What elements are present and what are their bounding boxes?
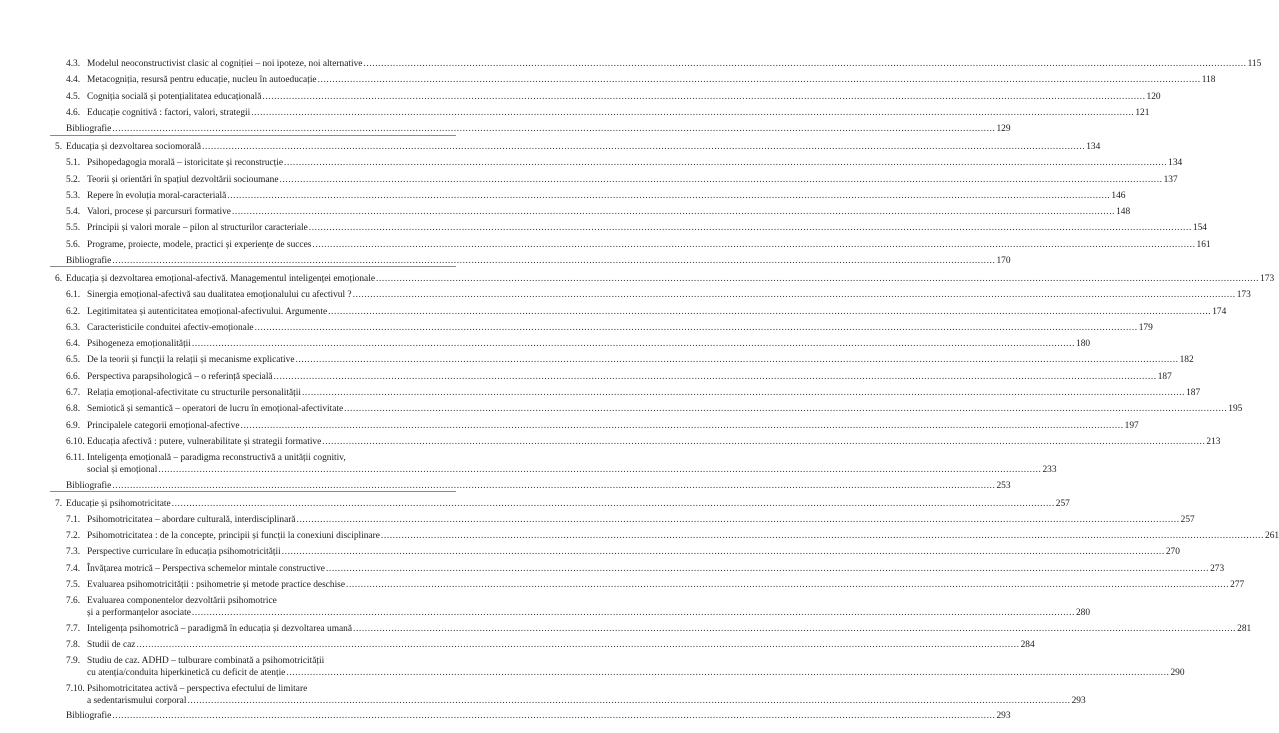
toc-subsection [0,240,1211,255]
toc-entry-line [66,124,1011,134]
toc-page-number: 121 [1135,108,1150,118]
toc-subsection [0,656,1185,685]
toc-entry-line [87,547,1180,557]
dot-leader: ............................................................................................................................................................................................................................................................................................................ [273,372,1157,382]
toc-page-number: 197 [1124,421,1139,431]
toc-entry-title: Relația emoțional-afectivitate cu structurile personalității [87,388,301,398]
toc-entry-line [87,307,1227,317]
dot-leader: ............................................................................................................................................................................................................................................................................................................ [227,191,1111,201]
toc-subsection [0,223,1207,238]
toc-subsection [0,684,1086,713]
dot-leader: ............................................................................................................................................................................................................................................................................................................ [279,175,1163,185]
dot-leader: ............................................................................................................................................................................................................................................................................................................ [158,465,1042,475]
toc-entry-title: Teorii și orientări în spațiul dezvoltării socioumane [87,175,279,185]
toc-chapter [0,499,1070,514]
toc-page-number: 270 [1165,547,1180,557]
toc-subsection [0,372,1172,387]
toc-page-number: 161 [1196,240,1211,250]
toc-entry-line [87,108,1150,118]
section-number: 5.5. [66,223,81,233]
dot-leader: ............................................................................................................................................................................................................................................................................................................ [251,108,1135,118]
dot-leader: ............................................................................................................................................................................................................................................................................................................ [231,207,1116,217]
toc-page-number: 174 [1212,307,1227,317]
toc-page-number: 137 [1163,175,1178,185]
toc-entry-line [87,191,1126,201]
toc-page-number: 146 [1111,191,1126,201]
section-number: 4.4. [66,75,81,85]
toc-entry-line [87,92,1161,102]
section-number: 5.2. [66,175,81,185]
toc-entry-line [87,696,1086,706]
toc-subsection [0,596,1091,625]
section-number: 7.2. [66,531,81,541]
toc-entry-title: Studii de caz [87,640,136,650]
section-number: 5.3. [66,191,81,201]
toc-entry-title: Bibliografie [66,711,112,721]
toc-entry-title: Caracteristicile conduitei afectiv-emoționale [87,323,254,333]
toc-subsection [0,564,1225,579]
toc-page-number: 182 [1179,355,1194,365]
toc-entry-line [66,274,1275,284]
section-number: 6.1. [66,290,81,300]
toc-subsection [0,531,1279,546]
dot-leader: ............................................................................................................................................................................................................................................................................................................ [344,404,1228,414]
toc-entry-line [66,499,1070,509]
section-number: 7.6. [66,596,81,606]
toc-subsection [0,547,1180,562]
section-number: 7.10. [66,684,85,694]
toc-entry-line [87,290,1251,300]
dot-leader: ............................................................................................................................................................................................................................................................................................................ [191,339,1076,349]
toc-page-number: 120 [1146,92,1161,102]
section-number: 5.4. [66,207,81,217]
dot-leader: ............................................................................................................................................................................................................................................................................................................ [312,240,1196,250]
toc-entry-line [87,158,1183,168]
toc-entry-title: Principii și valori morale – pilon al structurilor caracteriale [87,223,308,233]
toc-entry-title: cu atenția/conduita hiperkinetică cu deficit de atenție [87,668,286,678]
toc-entry-line [87,515,1195,525]
toc-entry-title: Cogniția socială și potențialitatea educațională [87,92,262,102]
toc-subsection [0,108,1150,123]
section-number: 6.9. [66,421,81,431]
toc-entry-line [87,668,1185,678]
toc-entry-line [87,223,1207,233]
toc-bibliography [0,124,1011,139]
toc-entry-line [87,388,1201,398]
toc-entry-continuation [0,465,1057,480]
toc-entry-title-first-line: Evaluarea componentelor dezvoltării psihomotrice [87,596,277,606]
toc-entry-line [87,59,1262,69]
chapter-number: 5. [55,142,63,152]
toc-page-number: 115 [1247,59,1262,69]
toc-entry-title: Psihogeneza emoționalității [87,339,191,349]
toc-page-number: 187 [1157,372,1172,382]
toc-entry-title: Învățarea motrică – Perspectiva schemelor mintale constructive [87,564,325,574]
toc-chapter [0,142,1101,157]
toc-page-number: 187 [1186,388,1201,398]
toc-subsection [0,339,1091,354]
toc-subsection [0,307,1227,322]
dot-leader: ............................................................................................................................................................................................................................................................................................................ [254,323,1138,333]
dot-leader: ............................................................................................................................................................................................................................................................................................................ [171,499,1055,509]
toc-entry-continuation [0,608,1091,623]
dot-leader: ............................................................................................................................................................................................................................................................................................................ [308,223,1192,233]
chapter-number: 6. [55,274,63,284]
toc-entry-line [87,323,1153,333]
toc-entry-title: Sinergia emoțional-afectivă sau dualitatea emoționalului cu afectivul ? [87,290,352,300]
toc-subsection [0,355,1194,370]
toc-entry-line [87,640,1035,650]
dot-leader: ............................................................................................................................................................................................................................................................................................................ [353,624,1237,634]
toc-page-number: 280 [1075,608,1091,618]
toc-entry-line [87,465,1057,475]
dot-leader: ............................................................................................................................................................................................................................................................................................................ [284,158,1168,168]
toc-bibliography [0,481,1011,496]
section-number: 4.3. [66,59,81,69]
toc-entry-line [87,207,1131,217]
toc-entry-line [87,339,1091,349]
chapter-number: 7. [55,499,63,509]
toc-subsection [0,580,1245,595]
toc-entry-line [87,564,1225,574]
toc-entry-line [87,372,1172,382]
toc-entry-title: Principalele categorii emoțional-afective [87,421,240,431]
dot-leader: ............................................................................................................................................................................................................................................................................................................ [136,640,1020,650]
toc-entry-title-first-line: Inteligența emoțională – paradigma reconstructivă a unității cognitiv, [87,453,346,463]
toc-entry-title: Programe, proiecte, modele, practici și experiențe de succes [87,240,312,250]
dot-leader: ............................................................................................................................................................................................................................................................................................................ [112,124,996,134]
section-number: 7.5. [66,580,81,590]
toc-page-number: 173 [1236,290,1251,300]
toc-subsection [0,453,1057,482]
dot-leader: ............................................................................................................................................................................................................................................................................................................ [295,355,1179,365]
dot-leader: ............................................................................................................................................................................................................................................................................................................ [262,92,1146,102]
toc-entry-title: Semiotică și semantică – operatori de lucru în emoțional-afectivitate [87,404,344,414]
dot-leader: ............................................................................................................................................................................................................................................................................................................ [191,608,1075,618]
dot-leader: ............................................................................................................................................................................................................................................................................................................ [112,256,996,266]
toc-entry-title: Educația și dezvoltarea emoțional-afectivă. Managementul inteligenței emoționale [66,274,375,284]
section-divider [50,266,456,267]
toc-entry-title: Legitimitatea și autenticitatea emoțional-afectivului. Argumente [87,307,328,317]
toc-entry-line [87,437,1221,447]
toc-page-number: 293 [1071,696,1086,706]
toc-entry-title: Repere în evoluția moral-caracterială [87,191,227,201]
toc-page-number: 170 [996,256,1011,266]
toc-page-number: 129 [996,124,1011,134]
toc-page-number: 284 [1020,640,1035,650]
toc-page-number: 180 [1076,339,1091,349]
dot-leader: ............................................................................................................................................................................................................................................................................................................ [286,668,1170,678]
toc-subsection [0,158,1183,173]
toc-page-number: 290 [1170,668,1185,678]
toc-subsection [0,404,1243,419]
toc-page-number: 293 [996,711,1011,721]
toc-entry-title: Inteligența psihomotrică – paradigmă în educația și dezvoltarea umană [87,624,352,634]
toc-page-number: 261 [1265,531,1279,541]
dot-leader: ............................................................................................................................................................................................................................................................................................................ [328,307,1212,317]
section-number: 6.6. [66,372,81,382]
dot-leader: ............................................................................................................................................................................................................................................................................................................ [281,547,1165,557]
toc-entry-line [87,608,1091,618]
section-number: 6.5. [66,355,81,365]
toc-entry-continuation [0,668,1185,683]
section-number: 7.4. [66,564,81,574]
toc-subsection [0,437,1221,452]
toc-entry-line [87,531,1279,541]
section-number: 7.8. [66,640,81,650]
toc-entry-title: și a performanțelor asociate [87,608,191,618]
toc-subsection [0,92,1161,107]
section-divider [50,135,456,136]
section-number: 6.11. [66,453,85,463]
toc-entry-title: Psihomotricitatea – abordare culturală, interdisciplinară [87,515,296,525]
toc-page-number: 154 [1192,223,1207,233]
toc-page-number: 195 [1228,404,1243,414]
section-number: 7.3. [66,547,81,557]
toc-entry-line [66,256,1011,266]
toc-subsection [0,207,1131,222]
toc-entry-title: Bibliografie [66,481,112,491]
toc-page-number: 257 [1180,515,1195,525]
toc-entry-title: Educația și dezvoltarea sociomorală [66,142,202,152]
dot-leader: ............................................................................................................................................................................................................................................................................................................ [376,274,1260,284]
toc-entry-title: Psihopedagogia morală – istoricitate și reconstrucție [87,158,284,168]
section-divider [50,491,456,492]
toc-page-number: 134 [1086,142,1101,152]
toc-entry-line [87,175,1178,185]
toc-entry-continuation [0,696,1086,711]
dot-leader: ............................................................................................................................................................................................................................................................................................................ [301,388,1186,398]
dot-leader: ............................................................................................................................................................................................................................................................................................................ [317,75,1201,85]
section-number: 7.7. [66,624,81,634]
section-number: 7.9. [66,656,81,666]
toc-subsection [0,175,1178,190]
dot-leader: ............................................................................................................................................................................................................................................................................................................ [352,290,1236,300]
toc-entry-line [87,75,1216,85]
toc-page-number: 118 [1201,75,1216,85]
toc-page-number: 213 [1206,437,1221,447]
section-number: 6.4. [66,339,81,349]
toc-bibliography [0,711,1011,726]
dot-leader: ............................................................................................................................................................................................................................................................................................................ [296,515,1180,525]
toc-entry-line [87,624,1252,634]
toc-page-number: 273 [1210,564,1225,574]
toc-subsection [0,624,1252,639]
dot-leader: ............................................................................................................................................................................................................................................................................................................ [363,59,1247,69]
section-number: 6.2. [66,307,81,317]
dot-leader: ............................................................................................................................................................................................................................................................................................................ [112,711,996,721]
toc-entry-title: Bibliografie [66,124,112,134]
toc-entry-title: Bibliografie [66,256,112,266]
toc-subsection [0,640,1035,655]
toc-page-number: 257 [1055,499,1070,509]
toc-page-number: 281 [1237,624,1252,634]
toc-entry-title: De la teorii și funcții la relații și mecanisme explicative [87,355,295,365]
toc-subsection [0,290,1251,305]
toc-bibliography [0,256,1011,271]
section-number: 6.7. [66,388,81,398]
dot-leader: ............................................................................................................................................................................................................................................................................................................ [380,531,1265,541]
dot-leader: ............................................................................................................................................................................................................................................................................................................ [240,421,1124,431]
section-number: 6.3. [66,323,81,333]
toc-entry-title-first-line: Studiu de caz. ADHD – tulburare combinată a psihomotricității [87,656,325,666]
toc-page-number: 173 [1260,274,1275,284]
dot-leader: ............................................................................................................................................................................................................................................................................................................ [202,142,1086,152]
dot-leader: ............................................................................................................................................................................................................................................................................................................ [322,437,1206,447]
dot-leader: ............................................................................................................................................................................................................................................................................................................ [112,481,996,491]
toc-entry-line [87,355,1194,365]
toc-page-number: 179 [1138,323,1153,333]
toc-chapter [0,274,1275,289]
toc-entry-title: Educație și psihomotricitate [66,499,171,509]
toc-subsection [0,323,1153,338]
toc-entry-title: Metacogniția, resursă pentru educație, nucleu în autoeducație [87,75,317,85]
toc-entry-line [66,142,1101,152]
section-number: 5.6. [66,240,81,250]
toc-entry-title: Evaluarea psihomotricității : psihometrie și metode practice deschise [87,580,345,590]
toc-entry-line [87,580,1245,590]
toc-subsection [0,75,1216,90]
toc-entry-line [66,481,1011,491]
toc-entry-line [87,404,1243,414]
dot-leader: ............................................................................................................................................................................................................................................................................................................ [325,564,1210,574]
toc-entry-title: Perspective curriculare în educația psihomotricității [87,547,281,557]
toc-page-number: 233 [1042,465,1057,475]
toc-page-number: 277 [1230,580,1245,590]
toc-entry-title-first-line: Psihomotricitatea activă – perspectiva efectului de limitare [87,684,308,694]
toc-entry-title: Educația afectivă : putere, vulnerabilitate și strategii formative [87,437,322,447]
toc-page-number: 253 [996,481,1011,491]
toc-subsection [0,388,1201,403]
toc-entry-line [87,421,1139,431]
dot-leader: ............................................................................................................................................................................................................................................................................................................ [187,696,1071,706]
section-number: 7.1. [66,515,81,525]
section-number: 6.10. [66,437,85,447]
toc-entry-title: a sedentarismului corporal [87,696,187,706]
toc-page-number: 134 [1168,158,1183,168]
toc-entry-title: Modelul neoconstructivist clasic al cogniției – noi ipoteze, noi alternative [87,59,363,69]
toc-entry-line [66,711,1011,721]
toc-entry-title: social și emoțional [87,465,158,475]
toc-subsection [0,421,1139,436]
toc-entry-title: Perspectiva parapsihologică – o referință specială [87,372,273,382]
toc-subsection [0,191,1126,206]
toc-entry-title: Valori, procese și parcursuri formative [87,207,231,217]
toc-entry-title: Educație cognitivă : factori, valori, strategii [87,108,251,118]
toc-subsection [0,515,1195,530]
section-number: 4.5. [66,92,81,102]
dot-leader: ............................................................................................................................................................................................................................................................................................................ [346,580,1230,590]
toc-entry-title: Psihomotricitatea : de la concepte, principii și funcții la conexiuni disciplinare [87,531,380,541]
section-number: 4.6. [66,108,81,118]
toc-subsection [0,59,1262,74]
section-number: 6.8. [66,404,81,414]
toc-entry-line [87,240,1211,250]
toc-page-number: 148 [1116,207,1131,217]
section-number: 5.1. [66,158,81,168]
